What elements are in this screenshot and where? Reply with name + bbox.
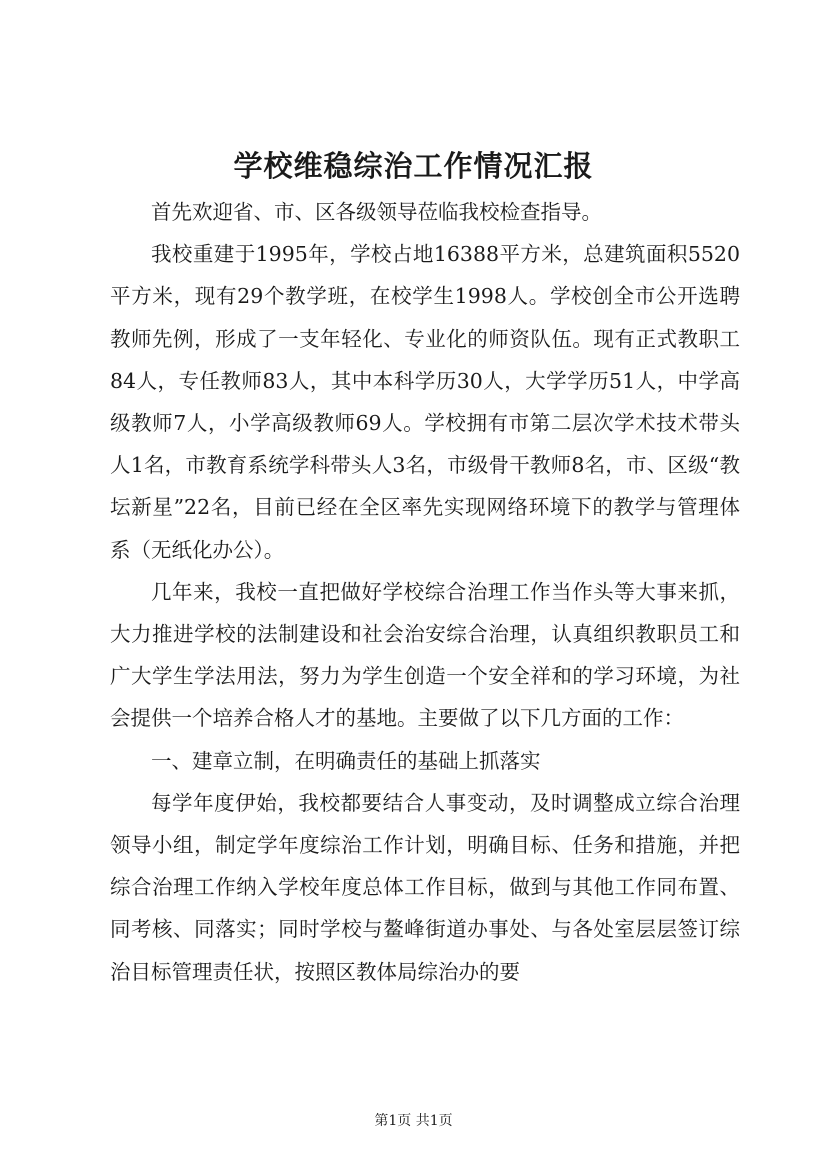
paragraph-work-summary: 几年来，我校一直把做好学校综合治理工作当作头等大事来抓，大力推进学校的法制建设和社会治安综合治理，认真组织教职员工和广大学生学法用法，努力为学生创造一个安全祥和的学习环境，为社会提供一个培养合格人才的基地。主要做了以下几方面的工作： xyxy=(110,579,740,731)
section-heading-1: 一、建章立制，在明确责任的基础上抓落实 xyxy=(151,748,541,773)
document-body xyxy=(110,191,740,993)
paragraph-welcome: 首先欢迎省、市、区各级领导莅临我校检查指导。 xyxy=(151,200,602,224)
paragraph-section-1: 每学年度伊始，我校都要结合人事变动，及时调整成立综合治理领导小组，制定学年度综治工作计划，明确目标、任务和措施，并把综合治理工作纳入学校年度总体工作目标，做到与其他工作同布置、同考核、同落实；同时学校与鳌峰街道办事处、与各处室层层签订综治目标管理责任状，按照区教体局综治办的要 xyxy=(110,790,740,984)
document-title: 学校维稳综治工作情况汇报 xyxy=(233,149,594,183)
paragraph-school-overview: 我校重建于1995年，学校占地16388平方米，总建筑面积5520平方米，现有29个教学班，在校学生1998人。学校创全市公开选聘教师先例，形成了一支年轻化、专业化的师资队伍。现有正式教职工84人，专任教师83人，其中本科学历30人，大学学历51人，中学高级教师7人，小学高级教师69人。学校拥有市第二层次学术技术带头人1名，市教育系统学科带头人3名，市级骨干教师8名，市、区级“教坛新星”22名，目前已经在全区率先实现网络环境下的教学与管理体系（无纸化办公）。 xyxy=(110,242,740,562)
page-footer: 第1页 共1页 xyxy=(374,1113,453,1129)
